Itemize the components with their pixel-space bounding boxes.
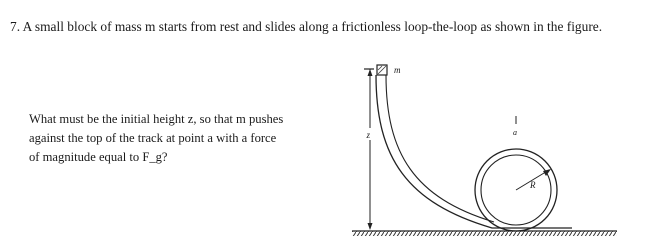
question-text xyxy=(29,110,329,167)
question-line-3: of magnitude equal to F_g? xyxy=(29,150,168,164)
loop-the-loop-figure xyxy=(352,58,622,236)
height-label: z xyxy=(366,130,371,140)
mass-label: m xyxy=(394,65,401,75)
problem-text: A small block of mass m starts from rest and slides along a frictionless loop-the-loop as shown in the figure. xyxy=(22,19,603,34)
height-arrow-head-top xyxy=(368,69,373,76)
question-line-2: against the top of the track at point a with a force xyxy=(29,131,277,145)
track-inner-rail xyxy=(386,75,494,222)
problem-statement xyxy=(10,19,602,35)
radius-label: R xyxy=(530,180,536,190)
question-line-1: What must be the initial height z, so that m pushes xyxy=(29,112,284,126)
problem-number: 7. xyxy=(10,19,21,34)
ground-hatching xyxy=(352,231,617,236)
loop-diagram xyxy=(352,58,622,236)
height-arrow-head-bottom xyxy=(368,223,373,230)
point-a-label: a xyxy=(513,128,517,137)
track-outer-rail xyxy=(376,75,572,228)
